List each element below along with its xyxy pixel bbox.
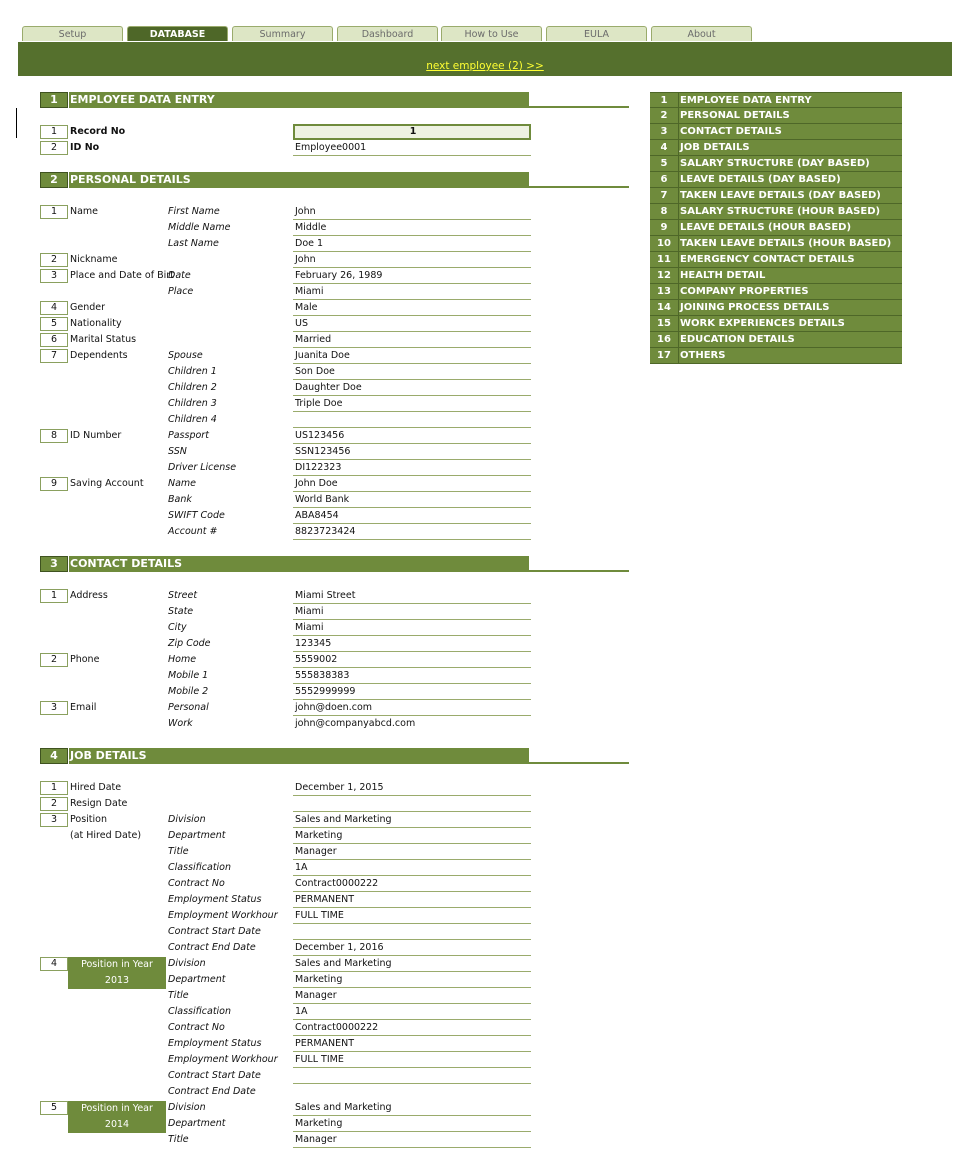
section-number: 4	[40, 748, 68, 764]
spouse-row	[40, 349, 529, 365]
record-no-label: Record No	[70, 126, 126, 137]
toc-label: COMPANY PROPERTIES	[680, 286, 809, 297]
toc-number: 15	[650, 316, 679, 331]
row-number: 5	[40, 317, 68, 331]
toc-item[interactable]	[650, 252, 902, 268]
toc-item[interactable]	[650, 348, 902, 364]
sub-label: Work	[168, 718, 193, 729]
state-row	[40, 605, 529, 621]
toc-item[interactable]	[650, 236, 902, 252]
gender-row	[40, 301, 529, 317]
tab-summary[interactable]: Summary	[232, 26, 333, 41]
children1-field[interactable]: Son Doe	[293, 365, 531, 380]
sub-label: Title	[168, 1134, 189, 1145]
tab-database[interactable]: DATABASE	[127, 26, 228, 41]
account-name-field[interactable]: John Doe	[293, 477, 531, 492]
toc-label: LEAVE DETAILS (DAY BASED)	[680, 174, 841, 185]
city-field[interactable]: Miami	[293, 621, 531, 636]
first-name-field[interactable]: John	[293, 205, 531, 220]
header-banner	[18, 42, 952, 76]
field-label: Place and Date of Birt	[70, 270, 174, 281]
section-title: PERSONAL DETAILS	[69, 172, 529, 188]
passport-row	[40, 429, 529, 445]
sub-label: SWIFT Code	[168, 510, 225, 521]
department-field[interactable]: Marketing	[293, 829, 531, 844]
text-cursor	[16, 108, 17, 138]
toc-item[interactable]	[650, 332, 902, 348]
ssn-field[interactable]: SSN123456	[293, 445, 531, 460]
toc-item[interactable]	[650, 220, 902, 236]
sub-label: Classification	[168, 862, 232, 873]
toc-label: PERSONAL DETAILS	[680, 110, 790, 121]
sub-label: Contract No	[168, 1022, 225, 1033]
toc-number: 9	[650, 220, 679, 235]
nickname-row	[40, 253, 529, 269]
tab-setup[interactable]: Setup	[22, 26, 123, 41]
sub-label: Middle Name	[168, 222, 231, 233]
children2-field[interactable]: Daughter Doe	[293, 381, 531, 396]
sub-label: Department	[168, 974, 226, 985]
sub-label: Driver License	[168, 462, 237, 473]
gender-field[interactable]: Male	[293, 301, 531, 316]
row-number: 9	[40, 477, 68, 491]
sub-label: SSN	[168, 446, 187, 457]
sub-label: Title	[168, 846, 189, 857]
title-field[interactable]: Manager	[293, 1133, 531, 1148]
p4-status-row	[40, 1037, 529, 1053]
sub-label: Date	[168, 270, 191, 281]
badge-line: Position in Year	[81, 959, 153, 970]
toc-item[interactable]	[650, 140, 902, 156]
zip-row	[40, 637, 529, 653]
account-number-field[interactable]: 8823723424	[293, 525, 531, 540]
sub-label: Division	[168, 1102, 206, 1113]
sub-label: Employment Status	[168, 894, 262, 905]
sub-label: Division	[168, 958, 206, 969]
birth-date-row	[40, 269, 529, 285]
toc-number: 3	[650, 124, 679, 139]
row-number: 3	[40, 813, 68, 827]
toc-number: 2	[650, 108, 679, 123]
sub-label: Account #	[168, 526, 218, 537]
toc-number: 11	[650, 252, 679, 267]
work-email-row	[40, 717, 529, 733]
swift-row	[40, 509, 529, 525]
badge-year: 2014	[104, 1119, 130, 1130]
field-label: Email	[70, 702, 97, 713]
toc-label: WORK EXPERIENCES DETAILS	[680, 318, 845, 329]
sub-label: Employment Workhour	[168, 1054, 278, 1065]
birth-place-row	[40, 285, 529, 301]
toc-label: LEAVE DETAILS (HOUR BASED)	[680, 222, 852, 233]
tab-eula[interactable]: EULA	[546, 26, 647, 41]
p4-start-row	[40, 1069, 529, 1085]
toc-item[interactable]	[650, 316, 902, 332]
mobile2-row	[40, 685, 529, 701]
id-no-label: ID No	[70, 142, 100, 153]
row-number: 3	[40, 269, 68, 283]
section-number: 3	[40, 556, 68, 572]
account-number-row	[40, 525, 529, 541]
title-field[interactable]: Manager	[293, 845, 531, 860]
contract-no-field[interactable]: Contract0000222	[293, 1021, 531, 1036]
sub-label: Passport	[168, 430, 209, 441]
section-underline	[528, 762, 629, 764]
contract-start-field[interactable]	[293, 925, 531, 940]
row-number: 2	[40, 141, 68, 155]
field-label: Position	[70, 814, 107, 825]
p3-workhour-row	[40, 909, 529, 925]
children4-field[interactable]	[293, 413, 531, 428]
toc-item[interactable]	[650, 124, 902, 140]
toc-label: EMERGENCY CONTACT DETAILS	[680, 254, 855, 265]
sub-label: Department	[168, 1118, 226, 1129]
personal-email-row	[40, 701, 529, 717]
field-label: Saving Account	[70, 478, 144, 489]
sub-label: Contract End Date	[168, 942, 256, 953]
spouse-field[interactable]: Juanita Doe	[293, 349, 531, 364]
division-field[interactable]: Sales and Marketing	[293, 813, 531, 828]
employment-workhour-field[interactable]: FULL TIME	[293, 909, 531, 924]
field-label: Gender	[70, 302, 106, 313]
sub-label: Children 4	[168, 414, 217, 425]
employment-status-field[interactable]: PERMANENT	[293, 1037, 531, 1052]
toc-label: EMPLOYEE DATA ENTRY	[680, 95, 812, 106]
hired-date-row	[40, 781, 529, 797]
sub-label: City	[168, 622, 187, 633]
mobile2-field[interactable]: 5552999999	[293, 685, 531, 700]
next-employee-link[interactable]: next employee (2) >>	[426, 60, 544, 72]
p3-status-row	[40, 893, 529, 909]
toc-item[interactable]	[650, 284, 902, 300]
sub-label: Bank	[168, 494, 192, 505]
toc-item[interactable]	[650, 300, 902, 316]
employment-workhour-field[interactable]: FULL TIME	[293, 1053, 531, 1068]
section-title: EMPLOYEE DATA ENTRY	[69, 92, 529, 108]
toc-number: 8	[650, 204, 679, 219]
field-label: Resign Date	[70, 798, 128, 809]
city-row	[40, 621, 529, 637]
title-field[interactable]: Manager	[293, 989, 531, 1004]
row-number: 8	[40, 429, 68, 443]
row-number: 7	[40, 349, 68, 363]
field-label: ID Number	[70, 430, 122, 441]
field-label: Dependents	[70, 350, 128, 361]
toc-label: EDUCATION DETAILS	[680, 334, 795, 345]
toc-label: TAKEN LEAVE DETAILS (HOUR BASED)	[680, 238, 892, 249]
section-title: CONTACT DETAILS	[69, 556, 529, 572]
p4-contract-row	[40, 1021, 529, 1037]
classification-field[interactable]: 1A	[293, 861, 531, 876]
toc-number: 14	[650, 300, 679, 315]
contract-start-field[interactable]	[293, 1069, 531, 1084]
division-field[interactable]: Sales and Marketing	[293, 1101, 531, 1116]
toc-label: CONTACT DETAILS	[680, 126, 782, 137]
row-number: 2	[40, 653, 68, 667]
section-underline	[528, 570, 629, 572]
section-navigation	[650, 92, 902, 364]
sub-label: Children 3	[168, 398, 217, 409]
field-label: Address	[70, 590, 108, 601]
row-number: 1	[40, 205, 68, 219]
toc-label: TAKEN LEAVE DETAILS (DAY BASED)	[680, 190, 881, 201]
badge-line: Position in Year	[81, 1103, 153, 1114]
section-title: JOB DETAILS	[69, 748, 529, 764]
row-number: 1	[40, 125, 68, 139]
field-label: Nickname	[70, 254, 118, 265]
children3-field[interactable]: Triple Doe	[293, 397, 531, 412]
sub-label: Contract No	[168, 878, 225, 889]
toc-item[interactable]	[650, 268, 902, 284]
sub-label: Children 1	[168, 366, 217, 377]
toc-label: OTHERS	[680, 350, 726, 361]
badge-year: 2013	[104, 975, 130, 986]
personal-email-field[interactable]: john@doen.com	[293, 701, 531, 716]
birth-date-field[interactable]: February 26, 1989	[293, 269, 531, 284]
p4-workhour-row	[40, 1053, 529, 1069]
contract-end-field[interactable]	[293, 1085, 531, 1099]
nationality-field[interactable]: US	[293, 317, 531, 332]
passport-field[interactable]: US123456	[293, 429, 531, 444]
field-label: Hired Date	[70, 782, 122, 793]
field-label: Name	[70, 206, 99, 217]
home-phone-row	[40, 653, 529, 669]
row-number: 3	[40, 701, 68, 715]
nationality-row	[40, 317, 529, 333]
toc-item[interactable]	[650, 204, 902, 220]
sub-label: Zip Code	[168, 638, 211, 649]
sub-label: Last Name	[168, 238, 219, 249]
id-no-row	[40, 141, 529, 157]
section-underline	[528, 186, 629, 188]
p3-department-row	[40, 829, 529, 845]
zip-field[interactable]: 123345	[293, 637, 531, 652]
toc-number: 10	[650, 236, 679, 251]
work-email-field[interactable]: john@companyabcd.com	[295, 718, 416, 729]
sub-label: Contract Start Date	[168, 1070, 261, 1081]
sub-label: Mobile 1	[168, 670, 209, 681]
row-number: 2	[40, 797, 68, 811]
license-field[interactable]: DI122323	[293, 461, 531, 476]
section-number: 2	[40, 172, 68, 188]
toc-label: JOINING PROCESS DETAILS	[680, 302, 830, 313]
tab-dashboard[interactable]: Dashboard	[337, 26, 438, 41]
name-last-row	[40, 237, 529, 253]
record-no-row	[40, 125, 529, 141]
p4-division-row	[40, 957, 529, 973]
p4-department-row	[40, 973, 529, 989]
ssn-row	[40, 445, 529, 461]
toc-label: HEALTH DETAIL	[680, 270, 766, 281]
toc-label: SALARY STRUCTURE (DAY BASED)	[680, 158, 870, 169]
sub-label: Children 2	[168, 382, 217, 393]
field-label: Nationality	[70, 318, 122, 329]
row-number: 1	[40, 589, 68, 603]
contract-no-field[interactable]: Contract0000222	[293, 877, 531, 892]
street-row	[40, 589, 529, 605]
sub-label: First Name	[168, 206, 220, 217]
mobile1-row	[40, 669, 529, 685]
toc-number: 13	[650, 284, 679, 299]
toc-number: 4	[650, 140, 679, 155]
bank-row	[40, 493, 529, 509]
field-label: Marital Status	[70, 334, 137, 345]
division-field[interactable]: Sales and Marketing	[293, 957, 531, 972]
name-first-row	[40, 205, 529, 221]
bank-field[interactable]: World Bank	[293, 493, 531, 508]
toc-number: 5	[650, 156, 679, 171]
p5-department-row	[40, 1117, 529, 1133]
toc-number: 7	[650, 188, 679, 203]
tab-about[interactable]: About	[651, 26, 752, 41]
toc-item[interactable]	[650, 108, 902, 124]
contract-end-field[interactable]: December 1, 2016	[293, 941, 531, 956]
section-underline	[528, 106, 629, 108]
p4-end-row	[40, 1085, 529, 1101]
toc-item[interactable]	[650, 92, 902, 108]
sub-label: Employment Status	[168, 1038, 262, 1049]
sub-label: Department	[168, 830, 226, 841]
department-field[interactable]: Marketing	[293, 1117, 531, 1132]
toc-number: 12	[650, 268, 679, 283]
toc-number: 16	[650, 332, 679, 347]
children1-row	[40, 365, 529, 381]
sub-label: State	[168, 606, 194, 617]
row-number: 6	[40, 333, 68, 347]
toc-label: SALARY STRUCTURE (HOUR BASED)	[680, 206, 881, 217]
row-number: 1	[40, 781, 68, 795]
marital-row	[40, 333, 529, 349]
resign-date-row	[40, 797, 529, 813]
children3-row	[40, 397, 529, 413]
children4-row	[40, 413, 529, 429]
p4-title-row	[40, 989, 529, 1005]
sub-label: Place	[168, 286, 194, 297]
p3-start-row	[40, 925, 529, 941]
section-number: 1	[40, 92, 68, 108]
row-number: 5	[40, 1101, 68, 1115]
row-number: 2	[40, 253, 68, 267]
home-phone-field[interactable]: 5559002	[293, 653, 531, 668]
sub-label: Contract End Date	[168, 1086, 256, 1097]
state-field[interactable]: Miami	[293, 605, 531, 620]
middle-name-field[interactable]: Middle	[293, 221, 531, 236]
id-no-value: Employee0001	[293, 141, 531, 156]
account-name-row	[40, 477, 529, 493]
sub-label: Spouse	[168, 350, 203, 361]
toc-number: 6	[650, 172, 679, 187]
sub-label: Contract Start Date	[168, 926, 261, 937]
birth-place-field[interactable]: Miami	[293, 285, 531, 300]
toc-item[interactable]	[650, 172, 902, 188]
p3-end-row	[40, 941, 529, 957]
sub-label: Classification	[168, 1006, 232, 1017]
resign-date-field[interactable]	[293, 797, 531, 812]
p3-division-row	[40, 813, 529, 829]
sub-label: Mobile 2	[168, 686, 209, 697]
field-sublabel: (at Hired Date)	[70, 830, 142, 841]
sub-label: Employment Workhour	[168, 910, 278, 921]
toc-label: JOB DETAILS	[680, 142, 750, 153]
sub-label: Title	[168, 990, 189, 1001]
sub-label: Personal	[168, 702, 209, 713]
children2-row	[40, 381, 529, 397]
street-field[interactable]: Miami Street	[293, 589, 531, 604]
sub-label: Home	[168, 654, 197, 665]
swift-field[interactable]: ABA8454	[293, 509, 531, 524]
p5-division-row	[40, 1101, 529, 1117]
row-number: 4	[40, 301, 68, 315]
field-label: Phone	[70, 654, 100, 665]
row-number: 4	[40, 957, 68, 971]
p3-contract-row	[40, 877, 529, 893]
department-field[interactable]: Marketing	[293, 973, 531, 988]
p4-classification-row	[40, 1005, 529, 1021]
hired-date-field[interactable]: December 1, 2015	[293, 781, 531, 796]
employment-status-field[interactable]: PERMANENT	[293, 893, 531, 908]
classification-field[interactable]: 1A	[293, 1005, 531, 1020]
license-row	[40, 461, 529, 477]
tab-how-to-use[interactable]: How to Use	[441, 26, 542, 41]
sub-label: Name	[168, 478, 197, 489]
mobile1-field[interactable]: 555838383	[293, 669, 531, 684]
nickname-field[interactable]: John	[293, 253, 531, 268]
last-name-field[interactable]: Doe 1	[293, 237, 531, 252]
toc-number: 17	[650, 348, 679, 363]
p3-title-row	[40, 845, 529, 861]
toc-number: 1	[650, 93, 679, 108]
sub-label: Street	[168, 590, 198, 601]
toc-item[interactable]	[650, 156, 902, 172]
toc-item[interactable]	[650, 188, 902, 204]
record-no-input[interactable]: 1	[293, 124, 531, 140]
marital-field[interactable]: Married	[293, 333, 531, 348]
p3-classification-row	[40, 861, 529, 877]
name-middle-row	[40, 221, 529, 237]
sub-label: Division	[168, 814, 206, 825]
p5-title-row	[40, 1133, 529, 1149]
